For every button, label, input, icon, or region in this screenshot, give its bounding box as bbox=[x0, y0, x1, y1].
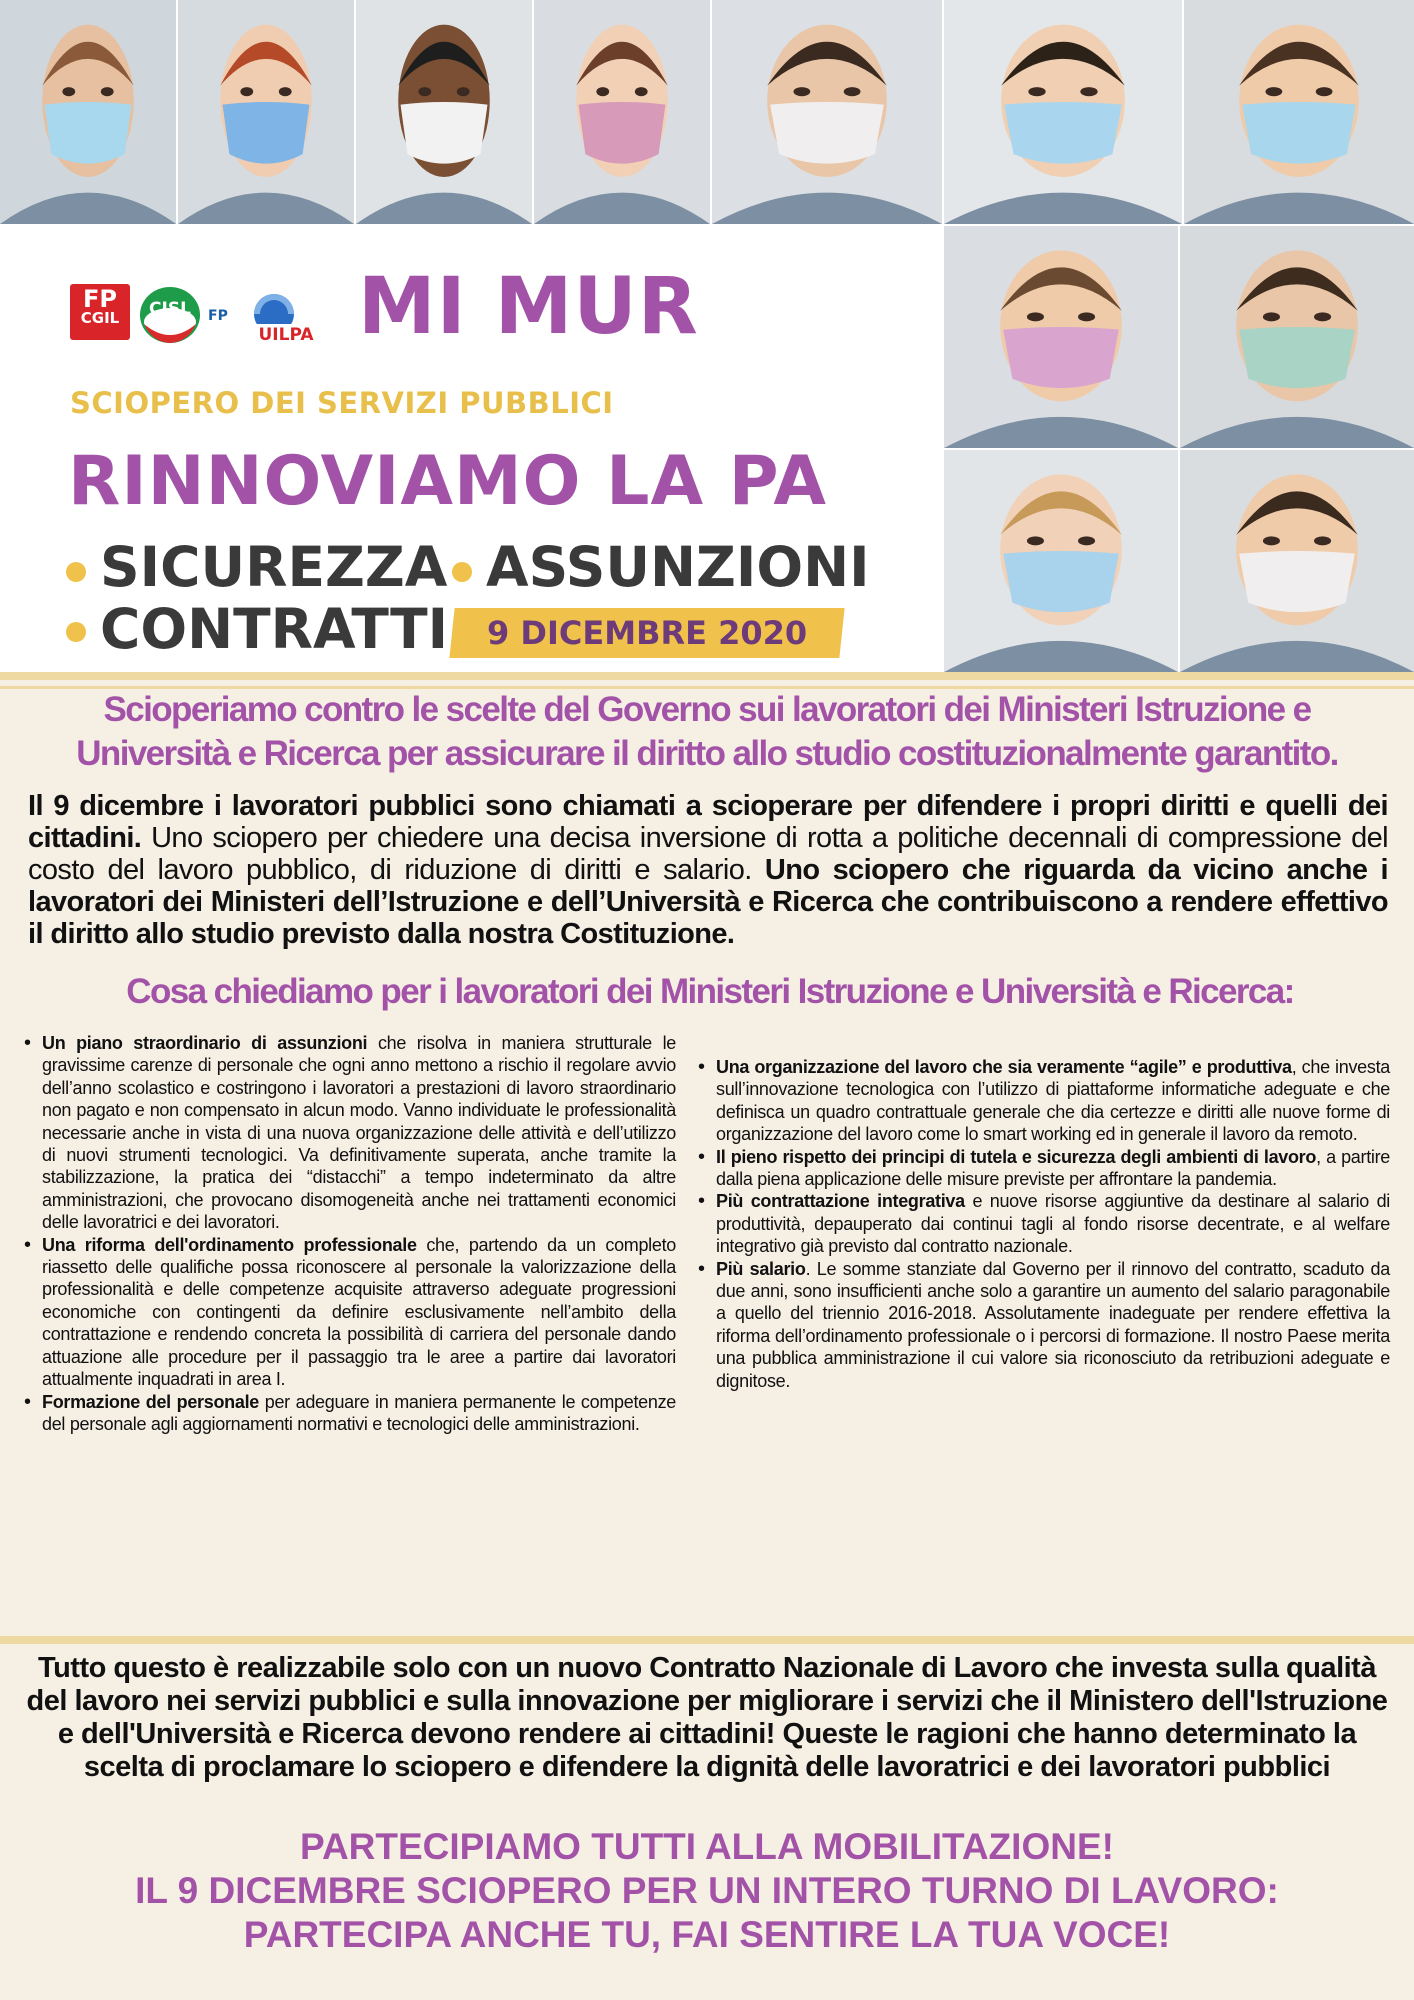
uilpa-logo-text: UILPA bbox=[258, 325, 314, 345]
fp-cgil-logo-text-2: CGIL bbox=[80, 309, 120, 327]
demands-list-right bbox=[694, 1056, 1390, 1392]
list-item bbox=[694, 1146, 1390, 1191]
fp-cgil-logo bbox=[70, 284, 130, 340]
list-item bbox=[20, 1032, 676, 1234]
list-item-text: , a partire dalla piena applicazione delle misure previste per affrontare la pandemia. bbox=[716, 1146, 1391, 1190]
date-badge bbox=[449, 608, 844, 658]
list-item-bold: Una organizzazione del lavoro che sia veramente “agile” e produttiva bbox=[716, 1057, 1292, 1077]
list-item-bold: Più salario bbox=[716, 1258, 806, 1279]
cta-line-1: PARTECIPIAMO TUTTI ALLA MOBILITAZIONE! bbox=[300, 1826, 1114, 1867]
paragraph-normal-1: Uno sciopero per chiedere una decisa inversione di rotta a politiche decennali di compressione del costo del lavoro pubblico, di riduzione di diritti e salario. bbox=[28, 822, 1388, 886]
masked-person-photo bbox=[1180, 226, 1414, 448]
list-item-bold: Una riforma dell'ordinamento professionale bbox=[42, 1234, 417, 1255]
bullet-dot-icon bbox=[66, 562, 86, 582]
keyword-contratti: CONTRATTI bbox=[100, 597, 449, 661]
masked-person-photo bbox=[1180, 450, 1414, 672]
intro-statement bbox=[20, 688, 1394, 776]
separator-band-bottom bbox=[0, 1636, 1414, 1644]
masked-person-photo bbox=[944, 0, 1182, 224]
list-item bbox=[694, 1056, 1390, 1146]
bullet-dot-icon bbox=[452, 562, 472, 582]
list-item-text: , che investa sull’innovazione tecnologica con l’utilizzo di piattaforme informatiche adeguate e che definisca un quadro contrattuale generale che dia certezze e diritti alle nuove forme di organizzazione del lavoro come lo smart working ed in generale il lavoro da remoto. bbox=[716, 1057, 1390, 1145]
masked-person-photo bbox=[1184, 0, 1414, 224]
main-paragraph bbox=[28, 790, 1388, 950]
subtitle: SCIOPERO DEI SERVIZI PUBBLICI bbox=[70, 386, 614, 420]
list-item-bold: Più contrattazione integrativa bbox=[716, 1191, 965, 1212]
headline: RINNOVIAMO LA PA bbox=[68, 442, 828, 521]
masked-person-photo bbox=[712, 0, 942, 224]
uilpa-logo bbox=[240, 288, 332, 348]
date-text: 9 DICEMBRE 2020 bbox=[486, 614, 808, 652]
list-item-bold: Il pieno rispetto dei principi di tutela e sicurezza degli ambienti di lavoro bbox=[716, 1146, 1317, 1167]
keyword-assunzioni: ASSUNZIONI bbox=[486, 535, 870, 599]
list-item-bold: Formazione del personale bbox=[42, 1391, 259, 1412]
masked-person-photo bbox=[178, 0, 354, 224]
cta-line-3: PARTECIPA ANCHE TU, FAI SENTIRE LA TUA VOCE! bbox=[243, 1914, 1171, 1955]
list-item-text: e nuove risorse aggiuntive da destinare al salario di produttività, depauperato dai continui tagli al fondo risorse decentrate, e al welfare integrativo già previsto dal contratto nazionale. bbox=[716, 1191, 1390, 1257]
list-item-text: . Le somme stanziate dal Governo per il rinnovo del contratto, scaduto da due anni, sono insufficienti anche solo a garantire un aumento del salario paragonabile a quello del triennio 2016-2018. Assolutamente inadeguate per rendere effettiva la riforma dell’ordinamento professionale o i percorsi di formazione. Il nostro Paese merita una pubblica amministrazione il cui valore sia riconosciuto da retribuzioni adeguate e dignitose. bbox=[716, 1258, 1390, 1391]
masked-person-photo bbox=[944, 450, 1178, 672]
cisl-fp-logo-text: FP bbox=[208, 308, 228, 324]
demands-title: Cosa chiediamo per i lavoratori dei Ministeri Istruzione e Università e Ricerca: bbox=[126, 972, 1294, 1011]
cta-line-2: IL 9 DICEMBRE SCIOPERO PER UN INTERO TURNO DI LAVORO: bbox=[135, 1870, 1279, 1911]
masked-person-photo bbox=[944, 226, 1178, 448]
closing-statement: Tutto questo è realizzabile solo con un nuovo Contratto Nazionale di Lavoro che investa sulla qualità del lavoro nei servizi pubblici e sulla innovazione per migliorare i servizi che il Ministero dell'Istruzione e dell'Università e Ricerca devono rendere ai cittadini! Queste le ragioni che hanno determinato la scelta di proclamare lo sciopero e difendere la dignità delle lavoratrici e dei lavoratori pubblici bbox=[26, 1652, 1388, 1783]
intro-line-1: Scioperiamo contro le scelte del Governo sui lavoratori dei Ministeri Istruzione e bbox=[103, 690, 1311, 729]
separator-band-top bbox=[0, 672, 1414, 680]
list-item bbox=[20, 1391, 676, 1436]
fp-cgil-logo-text-1: FP bbox=[83, 285, 117, 313]
masked-person-photo bbox=[534, 0, 710, 224]
paragraph-bold-2: Uno sciopero che riguarda da vicino anche i lavoratori dei Ministeri dell’Istruzione e dell’Università e Ricerca che contribuiscono a rendere effettivo il diritto allo studio previsto dalla nostra Costituzione. bbox=[28, 854, 1388, 950]
masked-person-photo bbox=[0, 0, 176, 224]
cisl-logo-text: CISL bbox=[149, 299, 191, 319]
list-item bbox=[694, 1190, 1390, 1257]
demands-list-left bbox=[20, 1032, 676, 1435]
list-item-text: che, partendo da un completo riassetto delle qualifiche possa riconoscere al personale la valorizzazione della professionalità e delle competenze acquisite attraverso adeguate progressioni economiche con contingenti da definire esclusivamente nell’ambito della contrattazione e rendendo concreta la possibilità di carriera del personale dando attuazione alle procedure per il passaggio tra le aree a partire dai lavoratori attualmente inquadrati in area I. bbox=[42, 1234, 677, 1390]
cisl-logo bbox=[138, 284, 204, 346]
list-item-text: per adeguare in maniera permanente le competenze del personale agli aggiornamenti normativi e tecnologici delle amministrazioni. bbox=[42, 1391, 676, 1434]
keyword-sicurezza: SICUREZZA bbox=[100, 535, 448, 599]
intro-line-2: Università e Ricerca per assicurare il diritto allo studio costituzionalmente garantito. bbox=[76, 734, 1338, 773]
list-item bbox=[20, 1234, 676, 1391]
brand-title: MI MUR bbox=[358, 262, 699, 352]
list-item-bold: Un piano straordinario di assunzioni bbox=[42, 1033, 368, 1053]
paragraph-bold-1: Il 9 dicembre i lavoratori pubblici sono chiamati a scioperare per difendere i propri diritti e quelli dei cittadini. bbox=[28, 790, 1388, 854]
bullet-dot-icon bbox=[66, 622, 86, 642]
masked-person-photo bbox=[356, 0, 532, 224]
list-item-text: che risolva in maniera strutturale le gravissime carenze di personale che ogni anno mettono a rischio il regolare avvio dell’anno scolastico e costringono i lavoratori a prestazioni di lavoro straordinario non pagato e non compensato in alcun modo. Vanno individuate le professionalità necessarie anche in vista di una nuova organizzazione delle attività e dell’utilizzo di nuovi strumenti tecnologici. Va definitivamente superata, anche tramite la stabilizzazione, la pratica dei “distacchi” a tempo indeterminato da altre amministrazioni, che provocano disomogeneità anche nei trattamenti economici delle lavoratrici e dei lavoratori. bbox=[42, 1033, 676, 1233]
list-item bbox=[694, 1258, 1390, 1392]
